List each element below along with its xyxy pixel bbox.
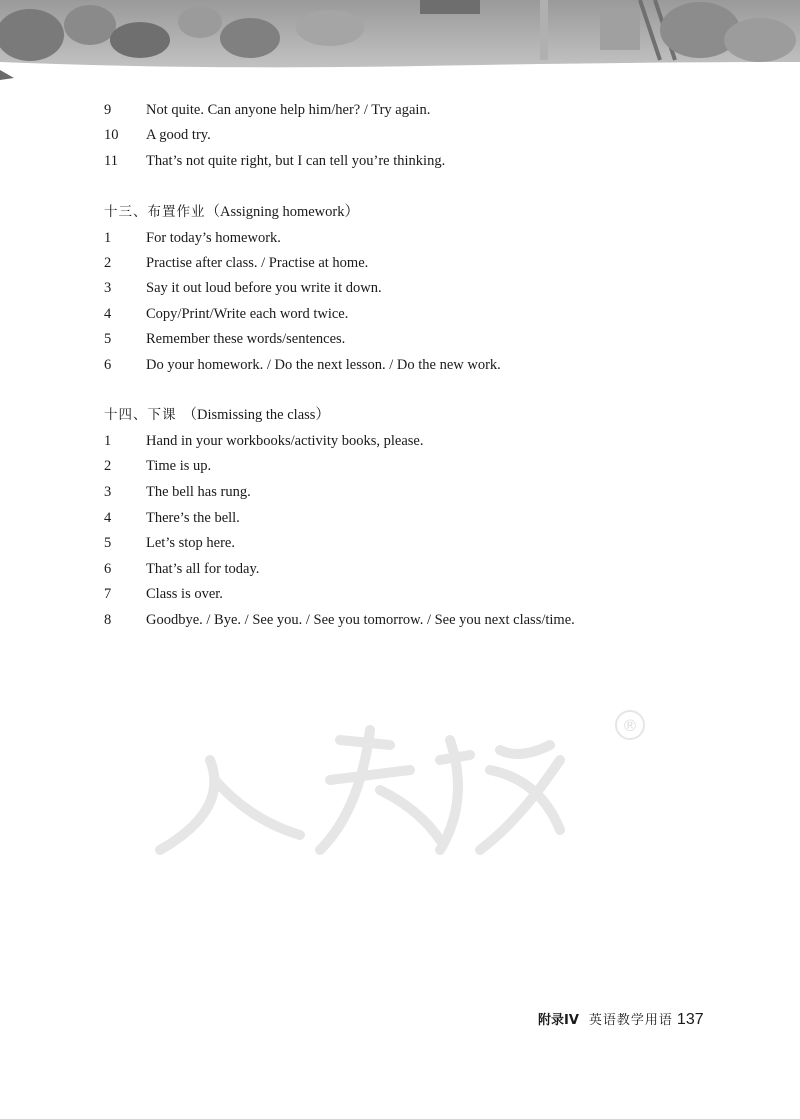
item-number: 7 <box>104 586 112 602</box>
watermark-logo <box>140 700 660 880</box>
item-number: 2 <box>104 458 112 474</box>
item-number: 9 <box>104 102 112 118</box>
registered-mark: ® <box>622 716 638 735</box>
item-text: Practise after class. / Practise at home. <box>146 255 369 271</box>
item-number: 3 <box>104 484 112 500</box>
item-text: For today’s homework. <box>146 230 281 246</box>
page-number: 137 <box>676 1011 704 1028</box>
header-banner-illustration <box>0 0 800 80</box>
item-text: Class is over. <box>146 586 223 602</box>
item-number: 5 <box>104 331 112 347</box>
item-text: The bell has rung. <box>146 484 251 500</box>
item-number: 1 <box>104 433 112 449</box>
publisher-watermark <box>140 700 660 880</box>
item-text: Do your homework. / Do the next lesson. / Do the new work. <box>146 357 501 373</box>
footer-appendix-label: 附录IV <box>538 1013 579 1028</box>
item-number: 5 <box>104 535 112 551</box>
item-number: 1 <box>104 230 112 246</box>
item-number: 4 <box>104 510 112 526</box>
item-number: 4 <box>104 306 112 322</box>
item-text: Let’s stop here. <box>146 535 235 551</box>
item-text: A good try. <box>146 127 211 143</box>
item-text: There’s the bell. <box>146 510 240 526</box>
item-number: 8 <box>104 612 112 628</box>
section-heading-dismissing-class <box>104 404 330 426</box>
item-number: 2 <box>104 255 112 271</box>
item-text: That’s all for today. <box>146 561 260 577</box>
section-heading-cn: 十四、下课 <box>104 407 177 423</box>
item-text: Goodbye. / Bye. / See you. / See you tomorrow. / See you next class/time. <box>146 612 575 628</box>
section-heading-en: （Assigning homework） <box>205 204 359 220</box>
item-text: Hand in your workbooks/activity books, please. <box>146 433 424 449</box>
page-footer <box>538 1008 704 1032</box>
item-number: 3 <box>104 280 112 296</box>
item-text: That’s not quite right, but I can tell you’re thinking. <box>146 153 446 169</box>
item-text: Time is up. <box>146 458 212 474</box>
item-number: 6 <box>104 357 112 373</box>
item-number: 11 <box>104 153 118 169</box>
item-text: Not quite. Can anyone help him/her? / Try again. <box>146 102 431 118</box>
footer-chapter-title: 英语教学用语 <box>588 1013 673 1028</box>
section-heading-assigning-homework <box>104 201 359 223</box>
section-heading-cn: 十三、布置作业 <box>104 204 206 220</box>
section-heading-en: （Dismissing the class） <box>182 407 330 423</box>
item-number: 6 <box>104 561 112 577</box>
item-text: Copy/Print/Write each word twice. <box>146 306 349 322</box>
item-text: Say it out loud before you write it down. <box>146 280 382 296</box>
item-number: 10 <box>104 127 119 143</box>
item-text: Remember these words/sentences. <box>146 331 346 347</box>
banner-graphic <box>0 0 800 80</box>
